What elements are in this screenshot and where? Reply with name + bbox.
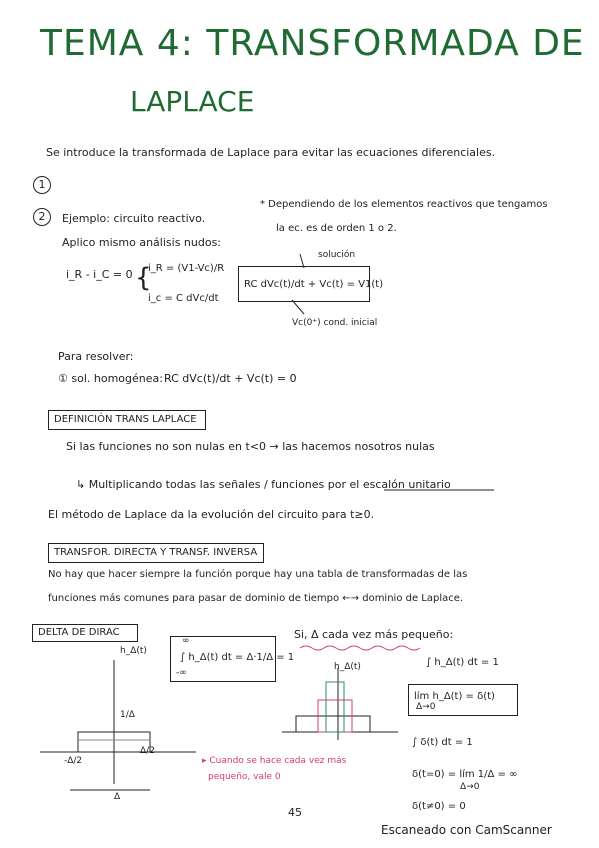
result-1: ∫ h_Δ(t) dt = 1 — [426, 657, 499, 668]
result-2-subscript: Δ→0 — [416, 702, 436, 712]
delta-integral: ∫ h_Δ(t) dt = Δ·1/Δ = 1 — [180, 652, 295, 663]
star-note: * Dependiendo de los elementos reactivos que tengamos — [260, 199, 548, 210]
solution-label: solución — [318, 250, 356, 260]
wavy-underline — [300, 646, 420, 650]
shrinking-pulse-label: h_Δ(t) — [334, 662, 361, 672]
condition-arrow — [292, 300, 304, 314]
result-4-subscript: Δ→0 — [460, 782, 480, 792]
system-eq-2: i_c = C dVc/dt — [148, 293, 219, 304]
result-2: lím h_Δ(t) = δ(t) — [414, 691, 495, 702]
delta-shrinking-note: Si, Δ cada vez más pequeño: — [294, 628, 454, 641]
page-number: 45 — [288, 806, 302, 819]
transform-heading: TRANSFOR. DIRECTA Y TRANSF. INVERSA — [54, 547, 258, 558]
to-solve-label: Para resolver: — [58, 350, 134, 363]
pulse-wide — [296, 716, 370, 732]
homogeneous-equation: RC dVc(t)/dt + Vc(t) = 0 — [164, 372, 297, 385]
definition-line-2: ↳ Multiplicando todas las señales / funciones por el escalón unitario — [76, 478, 451, 491]
definition-heading: DEFINICIÓN TRANS LAPLACE — [54, 414, 197, 425]
integral-upper-limit: ∞ — [182, 636, 190, 646]
transform-line-2: funciones más comunes para pasar de dominio de tiempo ←→ dominio de Laplace. — [48, 593, 464, 604]
delta-y-axis-label: h_Δ(t) — [120, 646, 147, 656]
page-title: TEMA 4: TRANSFORMADA DE — [40, 23, 585, 64]
example-label: Ejemplo: circuito reactivo. — [62, 212, 206, 225]
nodal-analysis-label: Aplico mismo análisis nudos: — [62, 236, 222, 249]
definition-line-1: Si las funciones no son nulas en t<0 → las hacemos nosotros nulas — [66, 440, 435, 453]
star-note-2: la ec. es de orden 1 o 2. — [276, 223, 397, 234]
scanner-footer: Escaneado con CamScanner — [381, 823, 552, 837]
system-eq-1: i_R = (V1-Vc)/R — [148, 263, 225, 274]
system-brace: { — [135, 263, 152, 293]
result-4: δ(t=0) = lím 1/Δ = ∞ — [412, 769, 518, 780]
pulse-narrow — [326, 682, 344, 732]
initial-condition-note: Vc(0⁺) cond. inicial — [292, 318, 378, 328]
integral-lower-limit: -∞ — [176, 668, 187, 678]
transform-line-1: No hay que hacer siempre la función porque hay una tabla de transformadas de las — [48, 569, 468, 580]
result-3: ∫ δ(t) dt = 1 — [412, 737, 473, 748]
delta-heading: DELTA DE DIRAC — [38, 627, 120, 638]
pulse-left-edge: -Δ/2 — [64, 756, 83, 766]
pulse-height-label: 1/Δ — [120, 710, 135, 720]
rc-equation: RC dVc(t)/dt + Vc(t) = V1(t) — [244, 279, 384, 290]
circled-number-2: 2 — [33, 208, 51, 226]
pink-note-1: ▸ Cuando se hace cada vez más — [202, 756, 347, 766]
circled-number-1: 1 — [33, 176, 51, 194]
definition-line-3: El método de Laplace da la evolución del circuito para t≥0. — [48, 508, 375, 521]
page-title-line2: LAPLACE — [130, 85, 255, 118]
result-5: δ(t≠0) = 0 — [412, 801, 466, 812]
pulse-width-label: Δ — [114, 792, 121, 802]
kcl-equation: i_R - i_C = 0 — [66, 268, 133, 281]
homogeneous-solution-label: ① sol. homogénea: — [58, 372, 163, 385]
pulse-right-edge: Δ/2 — [140, 746, 155, 756]
intro-text: Se introduce la transformada de Laplace para evitar las ecuaciones diferenciales. — [46, 146, 496, 159]
pink-note-2: pequeño, vale 0 — [208, 772, 281, 782]
solution-arrow — [300, 254, 304, 268]
